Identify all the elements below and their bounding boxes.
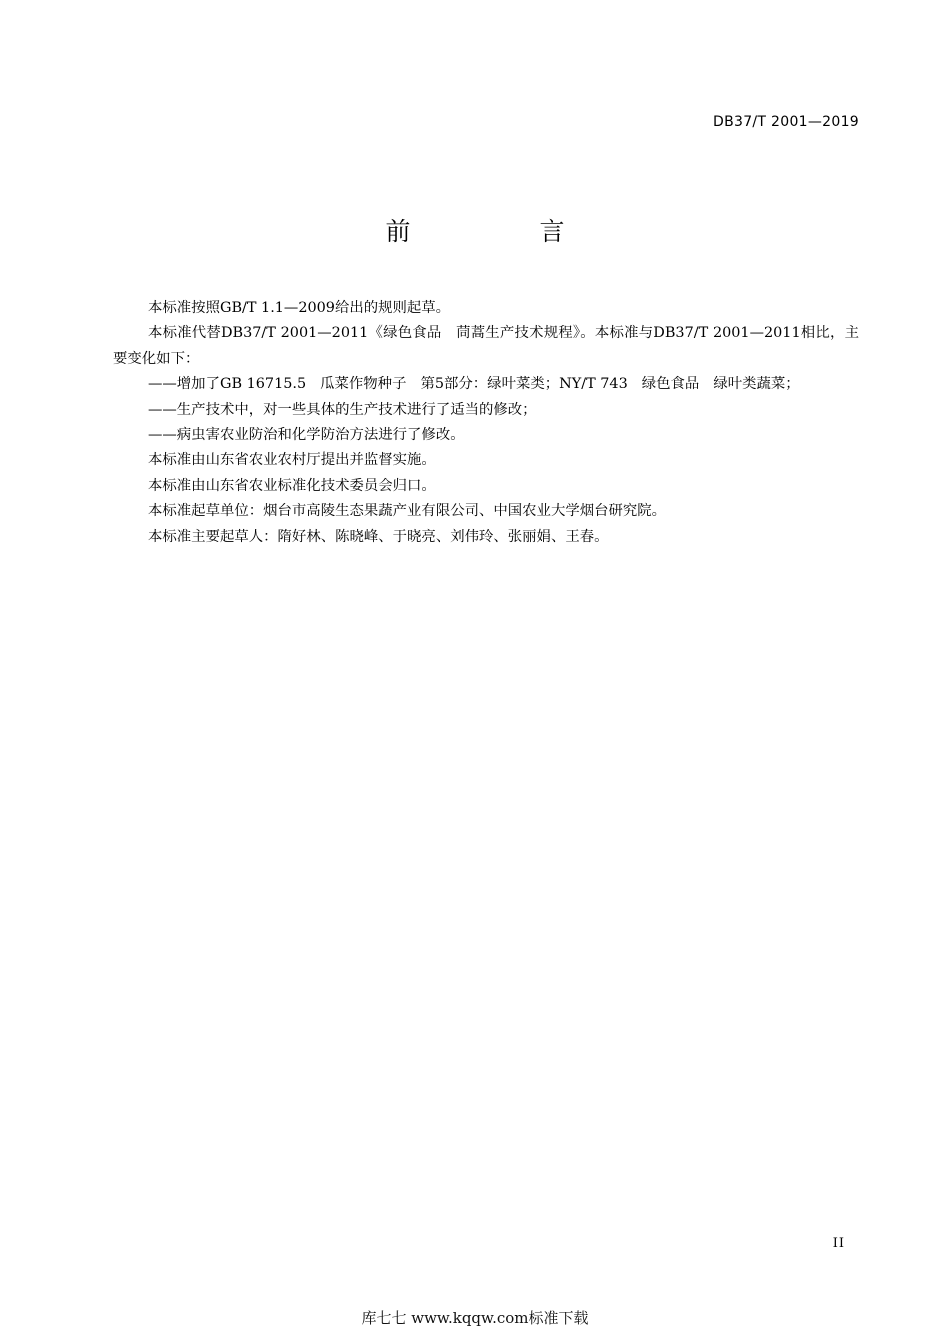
change-item-text: 第5部分：绿叶菜类；NY/T 743: [420, 376, 628, 393]
paragraph-proposer: 本标准由山东省农业农村厅提出并监督实施。: [148, 452, 436, 469]
page-number: II: [832, 1236, 845, 1251]
paragraph-change-pest-control: ——病虫害农业防治和化学防治方法进行了修改。: [148, 427, 465, 444]
change-item-text: ——增加了GB 16715.5: [148, 376, 307, 393]
watermark-text: 库七七 www.kqqw.com标准下载: [361, 1309, 589, 1327]
change-item-text: 绿色食品: [641, 376, 700, 393]
change-item-text: 绿叶类蔬菜；: [713, 376, 800, 393]
paragraph-committee: 本标准由山东省农业标准化技术委员会归口。: [148, 477, 436, 494]
change-item-text: 瓜菜作物种子: [320, 376, 407, 393]
paragraph-change-production: ——生产技术中，对一些具体的生产技术进行了适当的修改；: [148, 401, 537, 418]
paragraph-drafting-units: 本标准起草单位：烟台市高陵生态果蔬产业有限公司、中国农业大学烟台研究院。: [148, 503, 667, 520]
foreword-body: [113, 296, 859, 550]
paragraph-drafters: 本标准主要起草人：隋好林、陈晓峰、于晓亮、刘伟玲、张丽娟、王春。: [148, 528, 609, 545]
paragraph-replacement: 本标准代替DB37/T 2001—2011《绿色食品 茼蒿生产技术规程》。本标准与DB37/T 2001—2011相比，主要变化如下：: [113, 325, 859, 367]
page-title: 前 言: [385, 217, 617, 246]
paragraph-drafting-rules: 本标准按照GB/T 1.1—2009给出的规则起草。: [148, 300, 451, 316]
paragraph-change-added-standards: [113, 372, 859, 397]
standard-code: DB37/T 2001—2019: [713, 114, 859, 130]
